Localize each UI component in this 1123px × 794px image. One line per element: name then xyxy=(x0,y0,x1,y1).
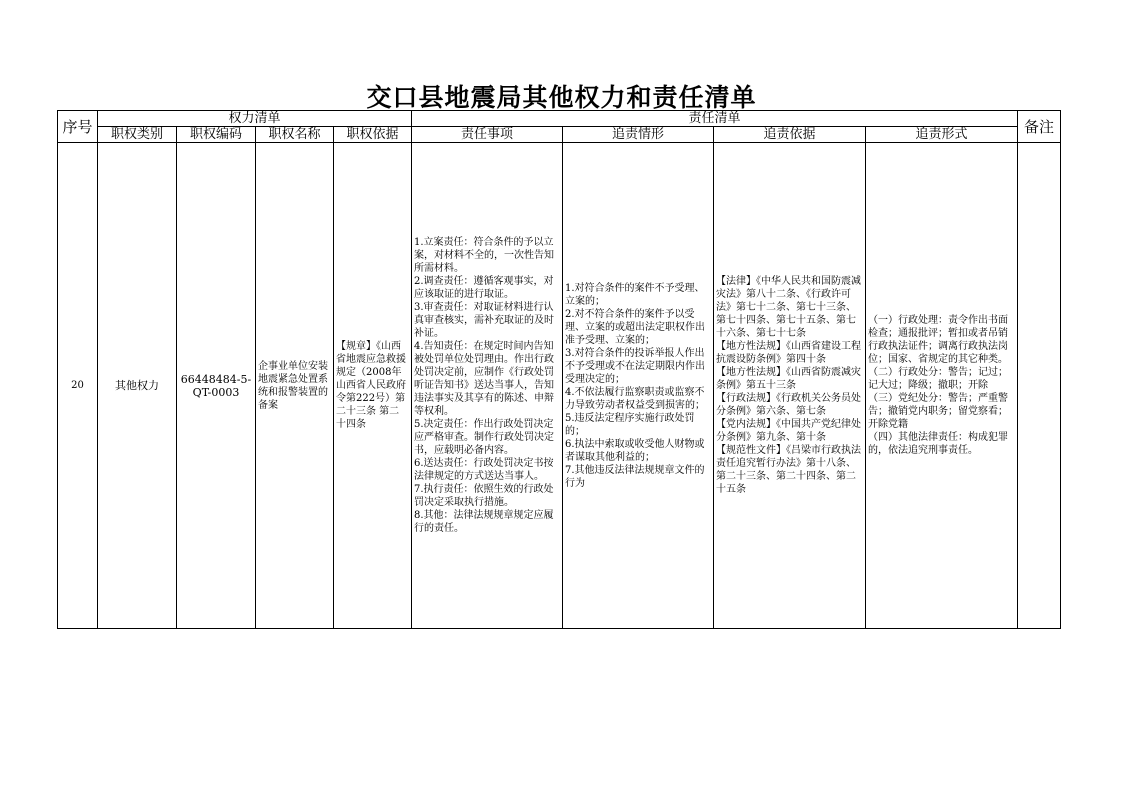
header-remarks: 备注 xyxy=(1018,111,1061,143)
header-power-list: 权力清单 xyxy=(98,111,412,127)
cell-remarks xyxy=(1018,143,1061,629)
cell-seq: 20 xyxy=(58,143,98,629)
header-power-type: 职权类别 xyxy=(98,127,177,143)
header-accountability-cases: 追责情形 xyxy=(563,127,714,143)
page-title: 交口县地震局其他权力和责任清单 xyxy=(366,83,757,112)
header-accountability-basis: 追责依据 xyxy=(714,127,866,143)
header-power-code: 职权编码 xyxy=(177,127,256,143)
header-resp-items: 责任事项 xyxy=(412,127,563,143)
cell-power-code: 66448484-5-QT-0003 xyxy=(177,143,256,629)
header-seq: 序号 xyxy=(58,111,98,143)
header-power-name: 职权名称 xyxy=(256,127,334,143)
cell-accountability-cases: 1.对符合条件的案件不予受理、立案的； 2.对不符合条件的案件予以受理、立案的或超出法定职权作出准予受理、立案的； 3.对符合条件的投诉举报人作出不予受理或不在法定期限内作出受理决定的； 4.不依法履行监察职责或监察不力导致劳动者权益受到损害的； 5.违反法定程序实施行政处罚的； 6.执法中索取或收受他人财物或者谋取其他利益的； 7.其他违反法律法规规章文件的行为 xyxy=(563,143,714,629)
power-responsibility-table xyxy=(57,110,1061,629)
cell-power-type: 其他权力 xyxy=(98,143,177,629)
cell-accountability-basis: 【法律】《中华人民共和国防震减灾法》第八十二条、《行政许可法》第七十二条、第七十三条、第七十四条、第七十五条、第七十六条、第七十七条 【地方性法规】《山西省建设工程抗震设防条例》第四十条 【地方性法规】《山西省防震减灾条例》第五十三条 【行政法规】《行政机关公务员处分条例》第六条、第七条 【党内法规】《中国共产党纪律处分条例》第九条、第十条 【规范性文件】《吕梁市行政执法责任追究暂行办法》第十八条、第二十三条、第二十四条、第二十五条 xyxy=(714,143,866,629)
cell-power-name: 企事业单位安装地震紧急处置系统和报警装置的备案 xyxy=(256,143,334,629)
cell-power-basis: 【规章】《山西省地震应急救援规定（2008年山西省人民政府令第222号）第二十三条 第二十四条 xyxy=(334,143,412,629)
header-accountability-form: 追责形式 xyxy=(866,127,1018,143)
cell-accountability-form: （一）行政处理：责令作出书面检查；通报批评；暂扣或者吊销行政执法证件；调离行政执法岗位；国家、省规定的其它种类。 （二）行政处分：警告；记过；记大过；降级；撤职；开除 （三）党纪处分：警告；严重警告；撤销党内职务；留党察看；开除党籍 （四）其他法律责任：构成犯罪的，依法追究刑事责任。 xyxy=(866,143,1018,629)
header-responsibility-list: 责任清单 xyxy=(412,111,1018,127)
table-row xyxy=(58,143,1061,629)
cell-resp-items: 1.立案责任：符合条件的予以立案，对材料不全的，一次性告知所需材料。 2.调查责任：遵循客观事实，对应该取证的进行取证。 3.审查责任：对取证材料进行认真审查核实，需补充取证的及时补证。 4.告知责任：在规定时间内告知被处罚单位处罚理由。作出行政处罚决定前，应制作《行政处罚听证告知书》送达当事人，告知违法事实及其享有的陈述、申辩等权利。 5.决定责任：作出行政处罚决定应严格审查。制作行政处罚决定书，应载明必备内容。 6.送达责任：行政处罚决定书按法律规定的方式送达当事人。 7.执行责任：依照生效的行政处罚决定采取执行措施。 8.其他：法律法规规章规定应履行的责任。 xyxy=(412,143,563,629)
header-power-basis: 职权依据 xyxy=(334,127,412,143)
